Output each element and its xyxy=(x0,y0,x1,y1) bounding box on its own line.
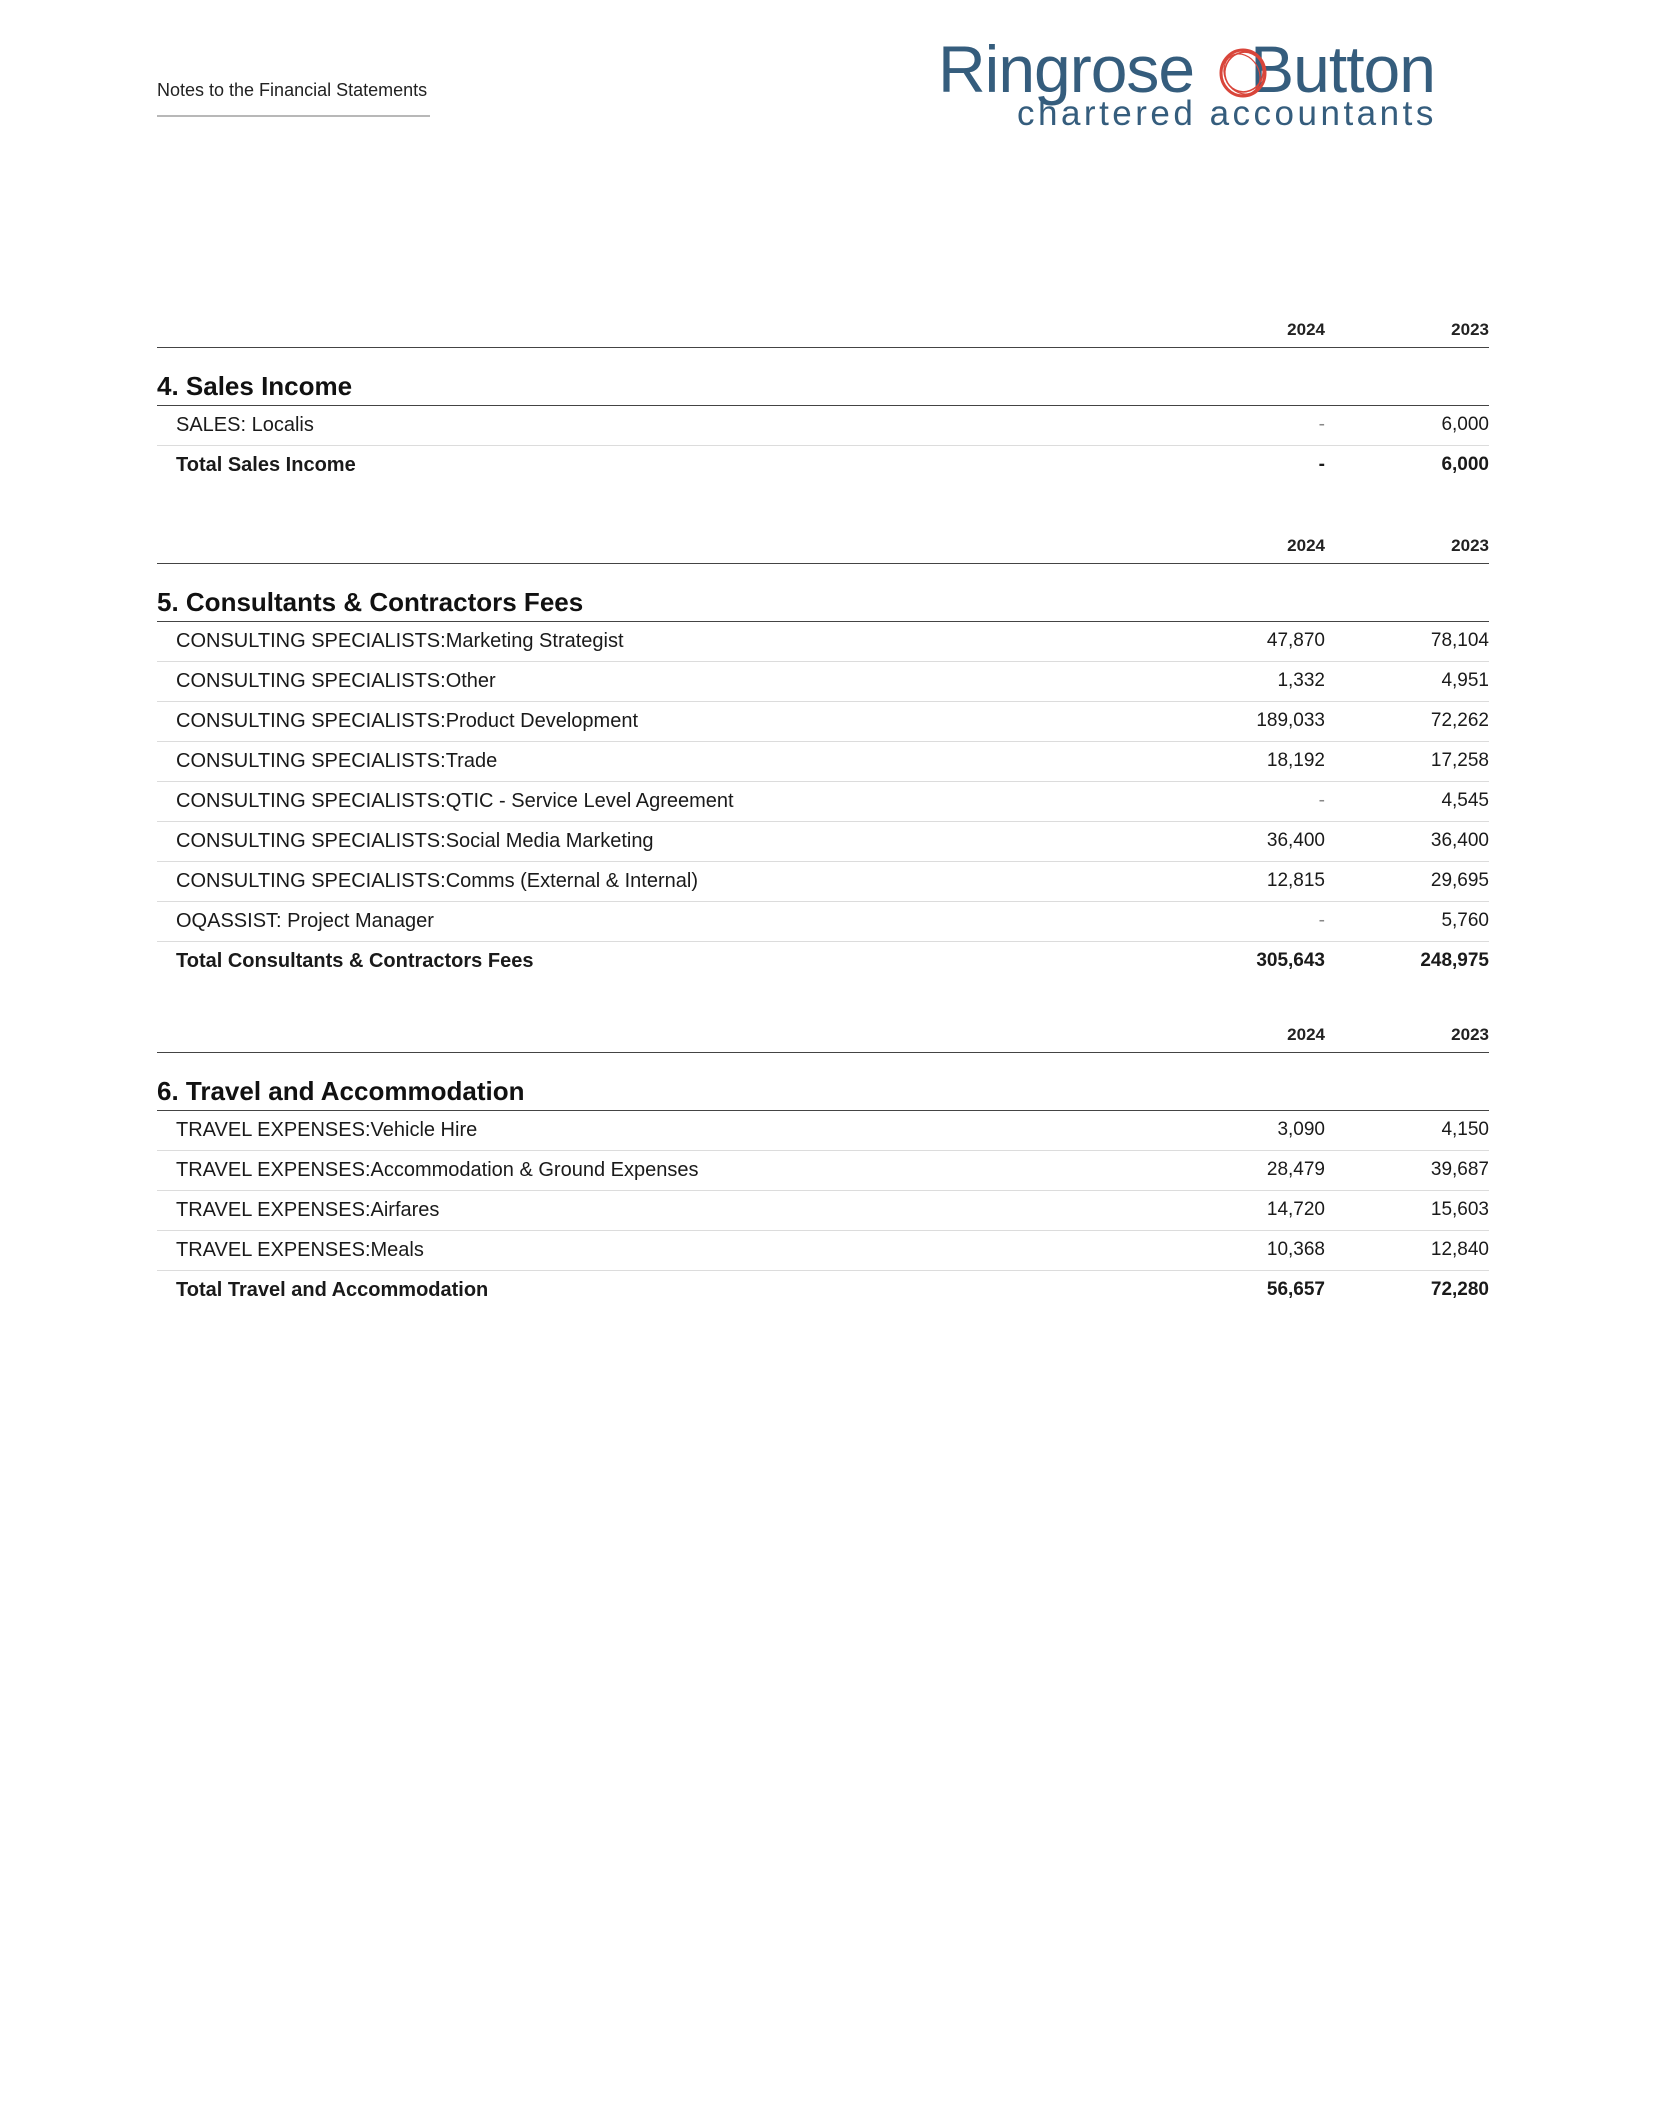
note-consultants-fees xyxy=(157,530,1489,981)
row-label: CONSULTING SPECIALISTS:Social Media Marketing xyxy=(176,829,654,852)
row-value-2023: 17,258 xyxy=(1430,749,1489,771)
table-row xyxy=(157,742,1489,782)
row-label: TRAVEL EXPENSES:Accommodation & Ground Expenses xyxy=(176,1158,699,1181)
table-row xyxy=(157,1151,1489,1191)
total-label: Total Sales Income xyxy=(176,453,356,476)
row-label: CONSULTING SPECIALISTS:Product Development xyxy=(176,709,639,732)
logo-tagline: chartered accountants xyxy=(1017,94,1437,133)
year-col-prior: 2023 xyxy=(1451,536,1489,555)
row-value-2023: 4,545 xyxy=(1441,789,1489,811)
logo-word-right: Button xyxy=(1250,32,1435,106)
row-value-2023: 72,262 xyxy=(1430,709,1489,731)
section-title: 6. Travel and Accommodation xyxy=(157,1053,1489,1111)
total-row xyxy=(157,942,1489,981)
table-row xyxy=(157,406,1489,446)
total-value-2024: - xyxy=(1318,453,1325,475)
row-value-2024: 12,815 xyxy=(1266,869,1325,891)
row-value-2023: 6,000 xyxy=(1441,413,1489,435)
table-row xyxy=(157,702,1489,742)
year-header xyxy=(157,1019,1489,1053)
row-value-2024: 1,332 xyxy=(1277,669,1325,691)
total-label: Total Consultants & Contractors Fees xyxy=(176,949,534,972)
row-label: CONSULTING SPECIALISTS:Comms (External & Internal) xyxy=(176,869,698,892)
note-travel-accommodation xyxy=(157,1019,1489,1310)
table-row xyxy=(157,1231,1489,1271)
total-value-2024: 56,657 xyxy=(1266,1278,1325,1300)
row-value-2023: 29,695 xyxy=(1430,869,1489,891)
table-row xyxy=(157,782,1489,822)
row-label: CONSULTING SPECIALISTS:Marketing Strategist xyxy=(176,629,624,652)
total-row xyxy=(157,1271,1489,1310)
row-label: TRAVEL EXPENSES:Meals xyxy=(176,1238,424,1261)
row-value-2024: 18,192 xyxy=(1266,749,1325,771)
total-value-2023: 72,280 xyxy=(1430,1278,1489,1300)
year-header xyxy=(157,530,1489,564)
table-row xyxy=(157,822,1489,862)
row-value-2024: 3,090 xyxy=(1277,1118,1325,1140)
table-row xyxy=(157,662,1489,702)
row-value-2024: - xyxy=(1318,789,1325,811)
row-label: CONSULTING SPECIALISTS:QTIC - Service Level Agreement xyxy=(176,789,734,812)
table-row xyxy=(157,1191,1489,1231)
logo-word-left: Ringrose xyxy=(938,32,1195,106)
row-value-2024: - xyxy=(1318,909,1325,931)
row-value-2024: 14,720 xyxy=(1266,1198,1325,1220)
row-value-2023: 4,150 xyxy=(1441,1118,1489,1140)
row-label: OQASSIST: Project Manager xyxy=(176,909,434,932)
year-col-prior: 2023 xyxy=(1451,320,1489,339)
total-value-2024: 305,643 xyxy=(1256,949,1325,971)
row-value-2023: 5,760 xyxy=(1441,909,1489,931)
row-value-2024: 36,400 xyxy=(1266,829,1325,851)
year-col-current: 2024 xyxy=(1287,536,1325,555)
row-value-2023: 39,687 xyxy=(1430,1158,1489,1180)
year-col-current: 2024 xyxy=(1287,320,1325,339)
row-label: SALES: Localis xyxy=(176,413,314,436)
company-logo xyxy=(938,32,1478,136)
year-col-prior: 2023 xyxy=(1451,1025,1489,1044)
row-value-2024: 47,870 xyxy=(1266,629,1325,651)
total-label: Total Travel and Accommodation xyxy=(176,1278,489,1301)
total-value-2023: 6,000 xyxy=(1441,453,1489,475)
table-row xyxy=(157,902,1489,942)
row-value-2024: 28,479 xyxy=(1266,1158,1325,1180)
note-sales-income xyxy=(157,314,1489,485)
year-col-current: 2024 xyxy=(1287,1025,1325,1044)
page-header-note: Notes to the Financial Statements xyxy=(157,80,430,117)
table-row xyxy=(157,862,1489,902)
section-title: 5. Consultants & Contractors Fees xyxy=(157,564,1489,622)
table-row xyxy=(157,622,1489,662)
logo-wordmark xyxy=(938,32,1435,106)
table-row xyxy=(157,1111,1489,1151)
row-label: CONSULTING SPECIALISTS:Trade xyxy=(176,749,498,772)
row-value-2024: 10,368 xyxy=(1266,1238,1325,1260)
row-value-2024: - xyxy=(1318,413,1325,435)
row-label: CONSULTING SPECIALISTS:Other xyxy=(176,669,496,692)
row-value-2023: 12,840 xyxy=(1430,1238,1489,1260)
row-value-2024: 189,033 xyxy=(1256,709,1325,731)
row-value-2023: 4,951 xyxy=(1441,669,1489,691)
row-label: TRAVEL EXPENSES:Airfares xyxy=(176,1198,440,1221)
section-title: 4. Sales Income xyxy=(157,348,1489,406)
row-value-2023: 15,603 xyxy=(1430,1198,1489,1220)
total-row xyxy=(157,446,1489,485)
total-value-2023: 248,975 xyxy=(1420,949,1489,971)
row-value-2023: 36,400 xyxy=(1430,829,1489,851)
row-label: TRAVEL EXPENSES:Vehicle Hire xyxy=(176,1118,478,1141)
row-value-2023: 78,104 xyxy=(1430,629,1489,651)
year-header xyxy=(157,314,1489,348)
